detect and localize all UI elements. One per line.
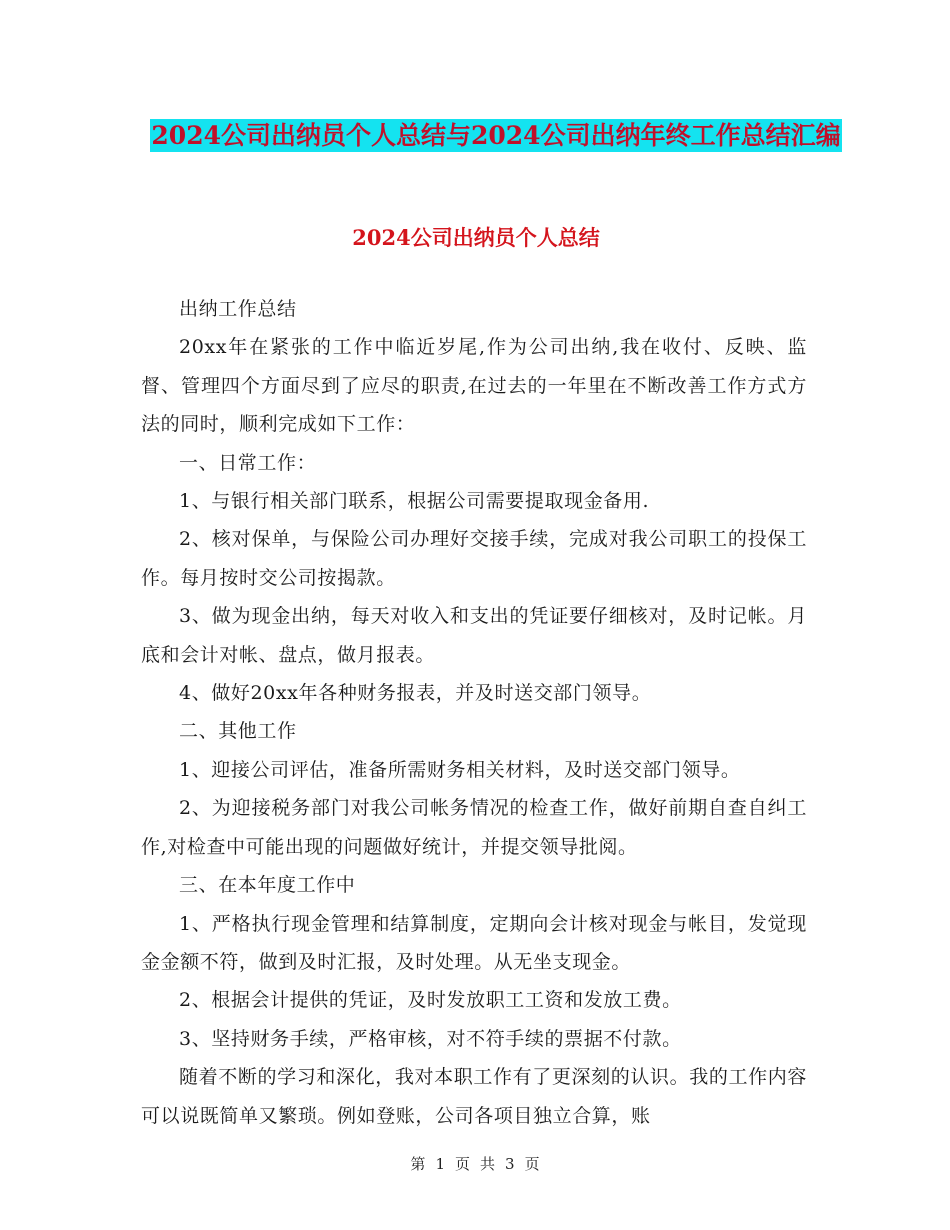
paragraph: 随着不断的学习和深化，我对本职工作有了更深刻的认识。我的工作内容可以说既简单又繁琐。例如登账，公司各项目独立合算，账 <box>141 1066 807 1127</box>
paragraph: 三、在本年度工作中 <box>179 874 356 897</box>
footer-prefix: 第 <box>410 1155 426 1173</box>
footer-total-pages: 3 <box>505 1155 515 1173</box>
paragraph: 1、与银行相关部门联系，根据公司需要提取现金备用. <box>179 490 650 513</box>
paragraph: 1、迎接公司评估，准备所需财务相关材料，及时送交部门领导。 <box>179 758 741 781</box>
paragraph: 4、做好20xx年各种财务报表，并及时送交部门领导。 <box>179 682 652 705</box>
paragraph: 3、坚持财务手续，严格审核，对不符手续的票据不付款。 <box>179 1027 682 1050</box>
paragraph: 二、其他工作 <box>179 720 297 743</box>
document-body <box>141 290 807 1135</box>
paragraph: 出纳工作总结 <box>179 298 297 320</box>
footer-mid1: 页 <box>454 1155 470 1173</box>
paragraph: 1、严格执行现金管理和结算制度，定期向会计核对现金与帐目，发觉现金金额不符，做到及时汇报，及时处理。从无坐支现金。 <box>141 912 807 973</box>
paragraph: 2、为迎接税务部门对我公司帐务情况的检查工作，做好前期自查自纠工作,对检查中可能出现的问题做好统计，并提交领导批阅。 <box>141 797 807 858</box>
paragraph: 2、根据会计提供的凭证，及时发放职工工资和发放工费。 <box>179 989 682 1012</box>
paragraph: 一、日常工作： <box>179 451 317 474</box>
footer-page-number: 1 <box>435 1155 445 1173</box>
paragraph: 2、核对保单，与保险公司办理好交接手续，完成对我公司职工的投保工作。每月按时交公司按揭款。 <box>141 528 807 589</box>
section-title: 2024公司出纳员个人总结 <box>352 225 600 250</box>
footer-suffix: 页 <box>524 1155 540 1173</box>
footer-mid2: 共 <box>480 1155 496 1173</box>
document-title-text: 2024公司出纳员个人总结与2024公司出纳年终工作总结汇编 <box>151 121 841 150</box>
paragraph: 20xx年在紧张的工作中临近岁尾,作为公司出纳,我在收付、反映、监督、管理四个方面尽到了应尽的职责,在过去的一年里在不断改善工作方式方法的同时，顺利完成如下工作： <box>141 336 807 436</box>
paragraph: 3、做为现金出纳，每天对收入和支出的凭证要仔细核对，及时记帐。月底和会计对帐、盘点，做月报表。 <box>141 605 807 666</box>
page-footer <box>0 1152 950 1176</box>
document-title <box>140 112 852 160</box>
